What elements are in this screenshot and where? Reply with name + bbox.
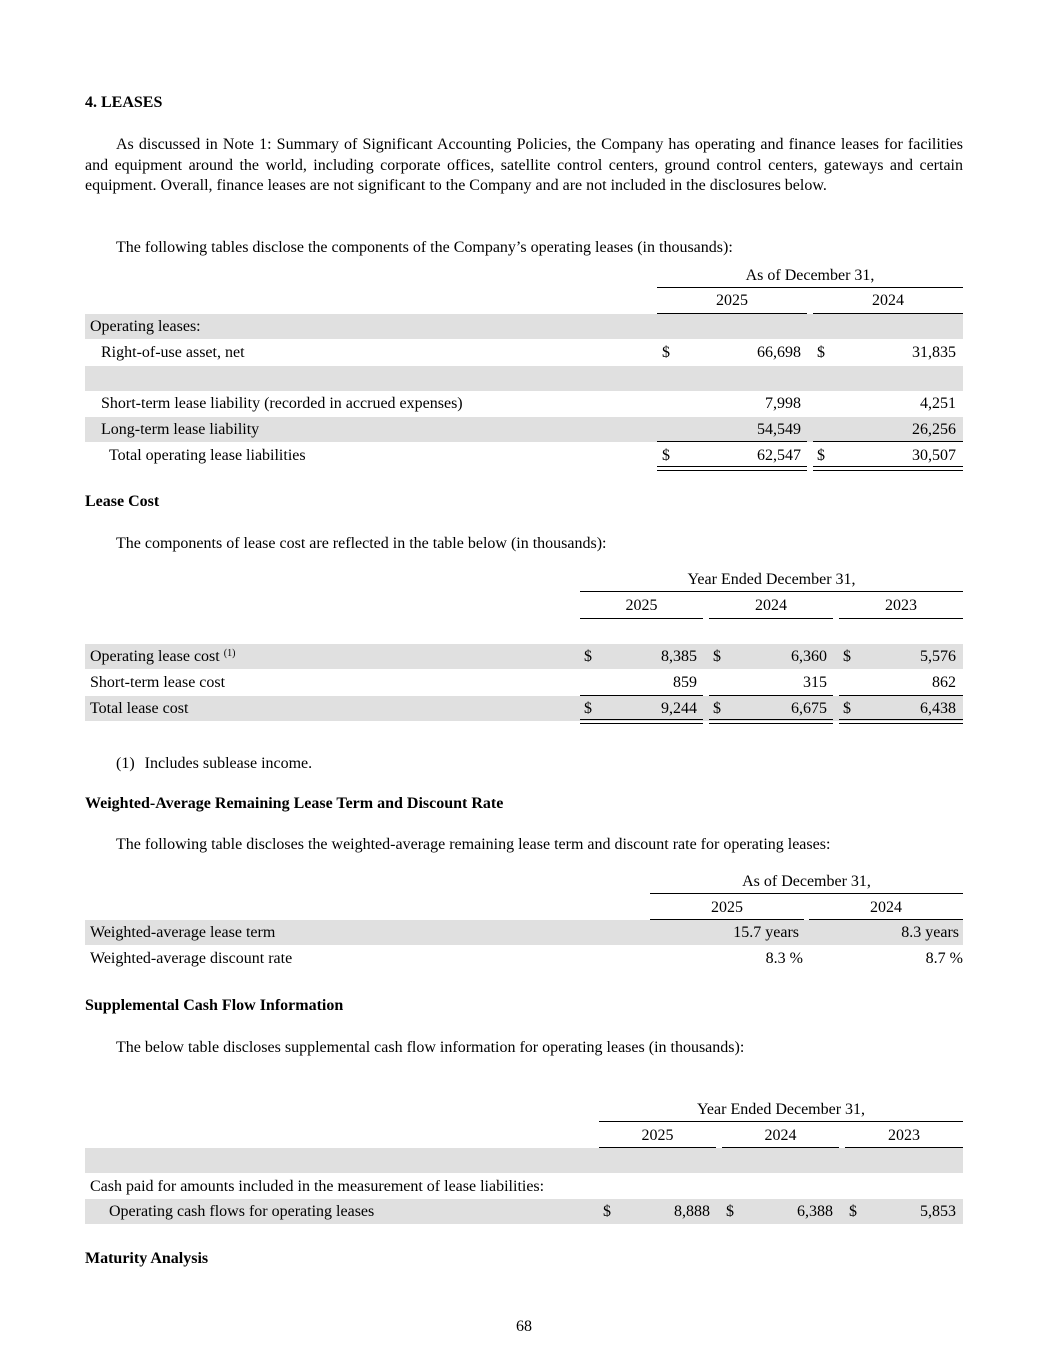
table-row: [85, 946, 963, 971]
currency-symbol: $: [843, 700, 851, 717]
currency-symbol: $: [603, 1203, 611, 1220]
value-2024: 315: [803, 674, 827, 691]
currency-symbol: $: [662, 447, 670, 464]
table-row: [85, 314, 963, 339]
value-2024: 31,835: [912, 344, 956, 361]
row-label: Long-term lease liability: [101, 421, 260, 438]
cash-flow-year-2024: 2024: [764, 1127, 797, 1144]
currency-symbol: $: [662, 344, 670, 361]
cash-flow-period-header: Year Ended December 31,: [696, 1101, 866, 1118]
currency-symbol: $: [713, 700, 721, 717]
cash-flow-heading: Supplemental Cash Flow Information: [85, 997, 344, 1014]
cash-flow-year-2025: 2025: [641, 1127, 674, 1144]
value-2025: 9,244: [661, 700, 697, 717]
value-2025: 8,888: [674, 1203, 710, 1220]
cash-flow-intro: The below table discloses supplemental cash flow information for operating leases (in thousands):: [116, 1039, 745, 1056]
row-label: Weighted-average discount rate: [90, 950, 293, 967]
value-2024: 6,360: [791, 648, 827, 665]
row-label: Weighted-average lease term: [90, 924, 276, 941]
currency-symbol: $: [817, 344, 825, 361]
table-row: [85, 920, 963, 945]
lease-cost-year-2025: 2025: [625, 597, 658, 614]
footnote-ref: (1): [223, 648, 236, 659]
value-2024: 4,251: [920, 395, 956, 412]
cash-flow-year-2023: 2023: [888, 1127, 920, 1144]
value-2023: 5,576: [920, 648, 956, 665]
section-label: Operating leases:: [90, 318, 201, 335]
section-title: 4. LEASES: [85, 94, 163, 111]
currency-symbol: $: [849, 1203, 857, 1220]
page-number: 68: [516, 1318, 532, 1335]
currency-symbol: $: [817, 447, 825, 464]
value-2025: 7,998: [765, 395, 801, 412]
row-label: Short-term lease liability (recorded in accrued expenses): [101, 395, 463, 412]
value-2023: 6,438: [920, 700, 956, 717]
currency-symbol: $: [584, 700, 592, 717]
footnote: [116, 755, 312, 773]
row-label: Operating lease cost $^{(1)}$: [90, 648, 236, 665]
lease-cost-intro: The components of lease cost are reflected in the table below (in thousands):: [116, 535, 607, 552]
row-label: Total lease cost: [90, 700, 189, 717]
table-row: [85, 443, 963, 468]
value-2024: 26,256: [912, 421, 956, 438]
weighted-period-header: As of December 31,: [742, 873, 871, 890]
table-row: [85, 391, 963, 416]
value-2025: 66,698: [757, 344, 801, 361]
value-2025: 54,549: [757, 421, 801, 438]
value-2024: 8.3 years: [901, 924, 959, 941]
table-row: [85, 670, 963, 695]
footnote-marker: (1): [116, 755, 135, 772]
value-2023: 862: [932, 674, 956, 691]
currency-symbol: $: [843, 648, 851, 665]
value-2025: 62,547: [757, 447, 801, 464]
table-row: [85, 1148, 963, 1173]
row-label: Operating cash flows for operating leases: [109, 1203, 375, 1220]
value-2024: 30,507: [912, 447, 956, 464]
currency-symbol: $: [726, 1203, 734, 1220]
table-row: [85, 1199, 963, 1224]
value-2025: 8.3 %: [765, 950, 803, 967]
table-row: [85, 696, 963, 721]
value-2024: 6,675: [791, 700, 827, 717]
row-label: Total operating lease liabilities: [109, 447, 306, 464]
table1-year-2025: 2025: [716, 292, 748, 309]
table-row: [85, 417, 963, 442]
value-2024: 8.7 %: [925, 950, 963, 967]
currency-symbol: $: [713, 648, 721, 665]
weighted-year-2025: 2025: [711, 899, 743, 916]
table1-year-2024: 2024: [872, 292, 904, 309]
weighted-heading: Weighted-Average Remaining Lease Term and Discount Rate: [85, 795, 504, 812]
lease-cost-year-2023: 2023: [885, 597, 917, 614]
lease-cost-year-2024: 2024: [755, 597, 787, 614]
value-2024: 6,388: [797, 1203, 833, 1220]
table-row: [85, 1174, 963, 1199]
section-label: Cash paid for amounts included in the measurement of lease liabilities:: [90, 1178, 545, 1195]
table1-intro: The following tables disclose the components of the Company’s operating leases (in thousands):: [116, 239, 733, 256]
table1-period-header: As of December 31,: [745, 267, 875, 284]
value-2025: 8,385: [661, 648, 697, 665]
maturity-heading: Maturity Analysis: [85, 1250, 209, 1267]
table-row: [85, 340, 963, 365]
currency-symbol: $: [584, 648, 592, 665]
weighted-intro: The following table discloses the weighted-average remaining lease term and discount rate for operating leases:: [116, 836, 831, 853]
table-row: [85, 644, 963, 669]
value-2025: 15.7 years: [733, 924, 799, 941]
lease-cost-period-header: Year Ended December 31,: [687, 571, 856, 588]
row-label: Right-of-use asset, net: [101, 344, 245, 361]
intro-paragraph: As discussed in Note 1: Summary of Significant Accounting Policies, the Company has operating and finance leases for facilities and equipment around the world, including corporate offices, satellite control centers, ground control centers, gateways and certain equipment. Overall, finance leases are not significant to the Company and are not included in the disclosures below.: [85, 136, 963, 194]
value-2023: 5,853: [920, 1203, 956, 1220]
table-row: [85, 366, 963, 391]
lease-cost-heading: Lease Cost: [85, 493, 160, 510]
value-2025: 859: [673, 674, 697, 691]
row-label: Short-term lease cost: [90, 674, 226, 691]
weighted-year-2024: 2024: [870, 899, 902, 916]
footnote-text: Includes sublease income.: [144, 755, 313, 772]
